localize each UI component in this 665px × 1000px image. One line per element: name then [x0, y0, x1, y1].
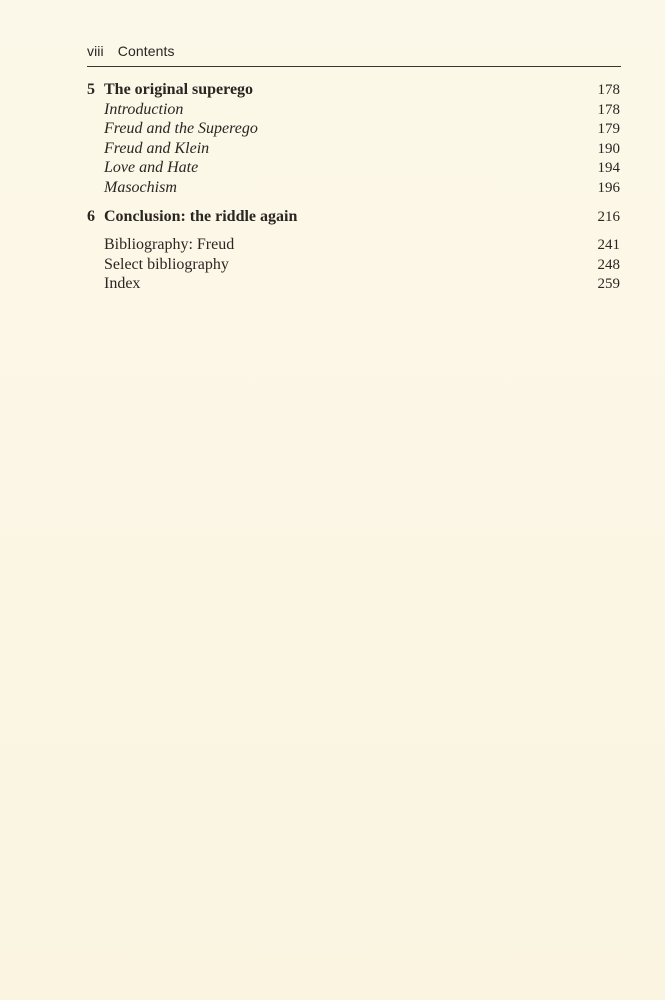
page-number: 190 [597, 140, 620, 157]
back-matter-title: Select bibliography [104, 255, 229, 273]
toc-chapter-6[interactable] [87, 207, 620, 227]
running-head-title: Contents [117, 43, 175, 59]
running-head [87, 43, 175, 59]
back-matter-title: Index [104, 275, 141, 293]
chapter-number: 6 [87, 207, 95, 225]
page-number: 179 [597, 121, 620, 138]
section-title: Masochism [104, 178, 177, 196]
page-number: 248 [597, 256, 620, 273]
page-number: 216 [597, 208, 620, 225]
toc-section[interactable] [87, 178, 620, 198]
page-number: 194 [597, 160, 620, 177]
page-number: 196 [597, 179, 620, 196]
page-number: 178 [597, 82, 620, 98]
toc-back-matter-item[interactable] [87, 255, 620, 275]
chapter-number: 5 [87, 81, 95, 98]
section-title: Love and Hate [104, 159, 199, 177]
section-title: Freud and the Superego [104, 120, 258, 138]
toc-back-matter-item[interactable] [87, 274, 620, 294]
page-number: 178 [597, 101, 620, 118]
section-title: Introduction [104, 100, 184, 118]
toc-section[interactable] [87, 158, 620, 178]
page-number: 241 [597, 237, 620, 254]
toc-back-matter-item[interactable] [87, 235, 620, 255]
toc-section[interactable] [87, 139, 620, 159]
page-folio: viii [87, 43, 104, 59]
toc-section[interactable] [87, 100, 620, 120]
page-number: 259 [597, 276, 620, 293]
toc-chapter-5[interactable] [87, 80, 620, 100]
chapter-title: The original superego [104, 81, 254, 98]
chapter-title: Conclusion: the riddle again [104, 207, 298, 225]
back-matter-title: Bibliography: Freud [104, 236, 235, 254]
section-title: Freud and Klein [104, 139, 210, 157]
toc-section[interactable] [87, 119, 620, 139]
table-of-contents [87, 80, 620, 294]
header-rule [87, 66, 621, 67]
